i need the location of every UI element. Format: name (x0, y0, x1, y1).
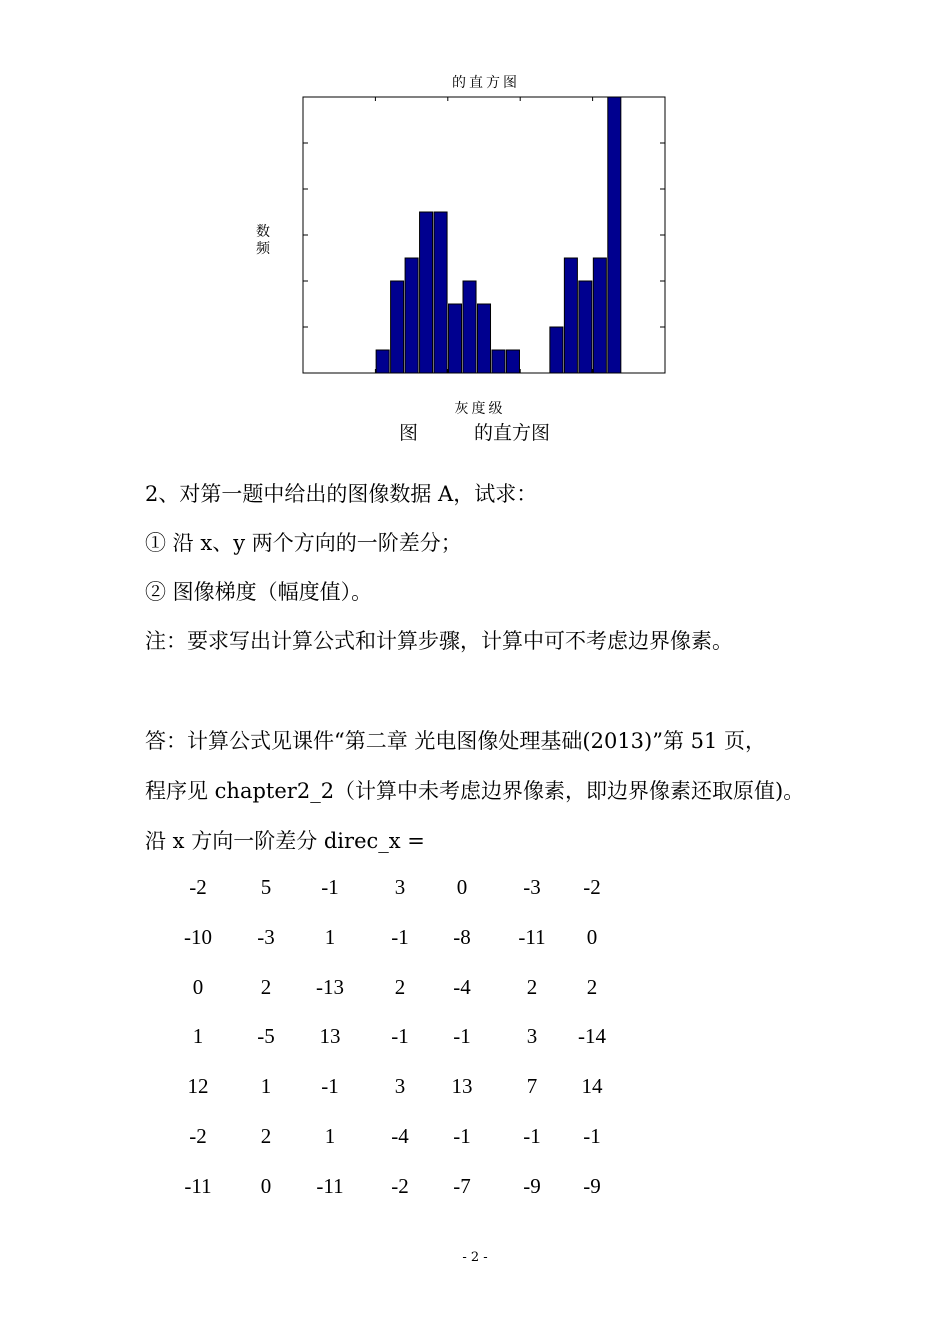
matrix-cell: 0 (456, 875, 468, 899)
histogram-bar (391, 281, 404, 373)
histogram-bar (564, 258, 577, 373)
matrix-cell: 7 (526, 1074, 538, 1098)
histogram-bar (579, 281, 592, 373)
matrix-cell: 13 (451, 1074, 473, 1098)
caption-prefix: 图 (399, 422, 419, 444)
matrix-cell: 3 (394, 875, 406, 899)
matrix-cell: -2 (189, 875, 207, 899)
histogram-bar (434, 212, 447, 373)
matrix-cell: 1 (324, 1124, 336, 1148)
matrix-cell: 1 (324, 925, 336, 949)
matrix-cell: -1 (321, 1074, 339, 1098)
matrix-cell: -1 (391, 925, 409, 949)
histogram-bar (492, 350, 505, 373)
matrix-cell: -1 (391, 1024, 409, 1048)
question-line-1: 2、对第一题中给出的图像数据 A，试求： (145, 482, 538, 506)
matrix-cell: 12 (187, 1074, 209, 1098)
matrix-cell: -8 (453, 925, 471, 949)
matrix-cell: -1 (523, 1124, 541, 1148)
histogram-bar (449, 304, 462, 373)
matrix-cell: -1 (583, 1124, 601, 1148)
matrix-cell: 0 (260, 1174, 272, 1198)
matrix-cell: -1 (453, 1024, 471, 1048)
matrix-cell: -11 (184, 1174, 212, 1198)
histogram-bar (477, 304, 490, 373)
matrix-cell: 13 (319, 1024, 341, 1048)
matrix-cell: 1 (192, 1024, 204, 1048)
matrix-cell: -5 (257, 1024, 275, 1048)
histogram-bar (506, 350, 519, 373)
y-axis-label: 数频 (256, 224, 270, 257)
matrix-cell: 2 (526, 975, 538, 999)
matrix-cell: -3 (257, 925, 275, 949)
matrix-cell: -9 (523, 1174, 541, 1198)
matrix-cell: 3 (526, 1024, 538, 1048)
matrix-cell: -9 (583, 1174, 601, 1198)
page-number: - 2 - (462, 1250, 488, 1265)
question-line-3: ② 图像梯度（幅度值）。 (145, 580, 373, 604)
x-axis-label: 灰度级 (454, 401, 506, 417)
histogram-bar (405, 258, 418, 373)
matrix-cell: 0 (586, 925, 598, 949)
matrix-cell: -4 (453, 975, 471, 999)
matrix-cell: 2 (260, 1124, 272, 1148)
matrix-cell: -11 (518, 925, 546, 949)
answer-line-2: 程序见 chapter2_2（计算中未考虑边界像素，即边界像素还取原值)。 (145, 779, 805, 803)
histogram-bar (593, 258, 606, 373)
matrix-cell: -3 (523, 875, 541, 899)
matrix-cell: 2 (394, 975, 406, 999)
histogram-bar (463, 281, 476, 373)
matrix-cell: 1 (260, 1074, 272, 1098)
figure-caption (399, 418, 550, 445)
matrix-cell: -11 (316, 1174, 344, 1198)
matrix-cell: 3 (394, 1074, 406, 1098)
matrix-cell: -1 (321, 875, 339, 899)
histogram-chart (0, 0, 950, 450)
matrix-cell: -4 (391, 1124, 409, 1148)
answer-line-3: 沿 x 方向一阶差分 direc_x = (145, 829, 425, 853)
question-note: 注：要求写出计算公式和计算步骤，计算中可不考虑边界像素。 (145, 629, 733, 653)
chart-title: 的直方图 (452, 75, 520, 91)
bars-group (376, 97, 621, 373)
histogram-bar (376, 350, 389, 373)
matrix-cell: 2 (586, 975, 598, 999)
answer-line-1: 答：计算公式见课件“第二章 光电图像处理基础(2013)”第 51 页， (145, 729, 767, 753)
matrix-cell: 14 (581, 1074, 603, 1098)
matrix-cell: 5 (260, 875, 272, 899)
histogram-bar (420, 212, 433, 373)
matrix-cell: -2 (189, 1124, 207, 1148)
matrix-cell: 0 (192, 975, 204, 999)
matrix-cell: -7 (453, 1174, 471, 1198)
matrix-cell: -13 (316, 975, 344, 999)
matrix-cell: -2 (583, 875, 601, 899)
matrix-cell: -10 (184, 925, 212, 949)
matrix-cell: -14 (578, 1024, 606, 1048)
matrix-cell: 2 (260, 975, 272, 999)
caption-suffix: 的直方图 (474, 422, 551, 444)
matrix-cell: -2 (391, 1174, 409, 1198)
question-line-2: ① 沿 x、y 两个方向的一阶差分； (145, 531, 462, 555)
histogram-bar (550, 327, 563, 373)
histogram-bar (608, 97, 621, 373)
matrix-cell: -1 (453, 1124, 471, 1148)
